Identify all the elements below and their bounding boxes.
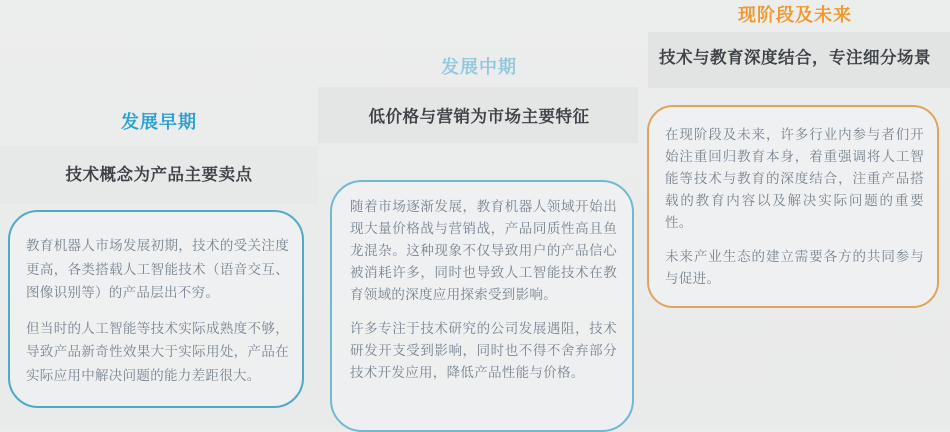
stage-future-paragraph-2: 未来产业生态的建立需要各方的共同参与与促进。 <box>665 249 924 286</box>
stage-early-paragraph-2: 但当时的人工智能等技术实际成熟度不够，导致产品新奇性效果大于实际用处，产品在实际应用中解决问题的能力差距很大。 <box>26 320 289 383</box>
stage-mid-subtitle: 低价格与营销为市场主要特征 <box>368 108 590 126</box>
stage-mid-paragraph-1: 随着市场逐渐发展，教育机器人领域开始出现大量价格战与营销战，产品同质性高且鱼龙混杂。这种现象不仅导致用户的产品信心被消耗许多，同时也导致人工智能技术在教育领域的深度应用探索受到影响。 <box>350 199 617 302</box>
stage-future-paragraph-1: 在现阶段及未来，许多行业内参与者们开始注重回归教育本身，着重强调将人工智能等技术与教育的深度结合，注重产品搭载的教育内容以及解决实际问题的重要性。 <box>665 127 924 230</box>
stage-future-subtitle: 技术与教育深度结合，专注细分场景 <box>659 49 931 67</box>
stage-future-heading: 现阶段及未来 <box>738 5 852 25</box>
stage-mid-column <box>318 0 640 429</box>
stage-future-column <box>640 0 950 429</box>
stage-early-column <box>0 0 318 429</box>
stage-early-heading: 发展早期 <box>121 112 197 132</box>
stage-early-subtitle: 技术概念为产品主要卖点 <box>65 166 253 184</box>
stage-early-paragraph-1: 教育机器人市场发展初期，技术的受关注度更高，各类搭载人工智能技术（语音交互、图像识别等）的产品层出不穷。 <box>26 238 289 300</box>
stage-mid-detail-box <box>330 180 634 432</box>
stage-future-detail-box <box>647 105 939 308</box>
stage-mid-heading: 发展中期 <box>441 57 517 77</box>
stage-early-detail-box <box>8 210 304 408</box>
stage-mid-paragraph-2: 许多专注于技术研究的公司发展遇阻，技术研发开支受到影响，同时也不得不舍弃部分技术开发应用，降低产品性能与价格。 <box>350 321 617 380</box>
